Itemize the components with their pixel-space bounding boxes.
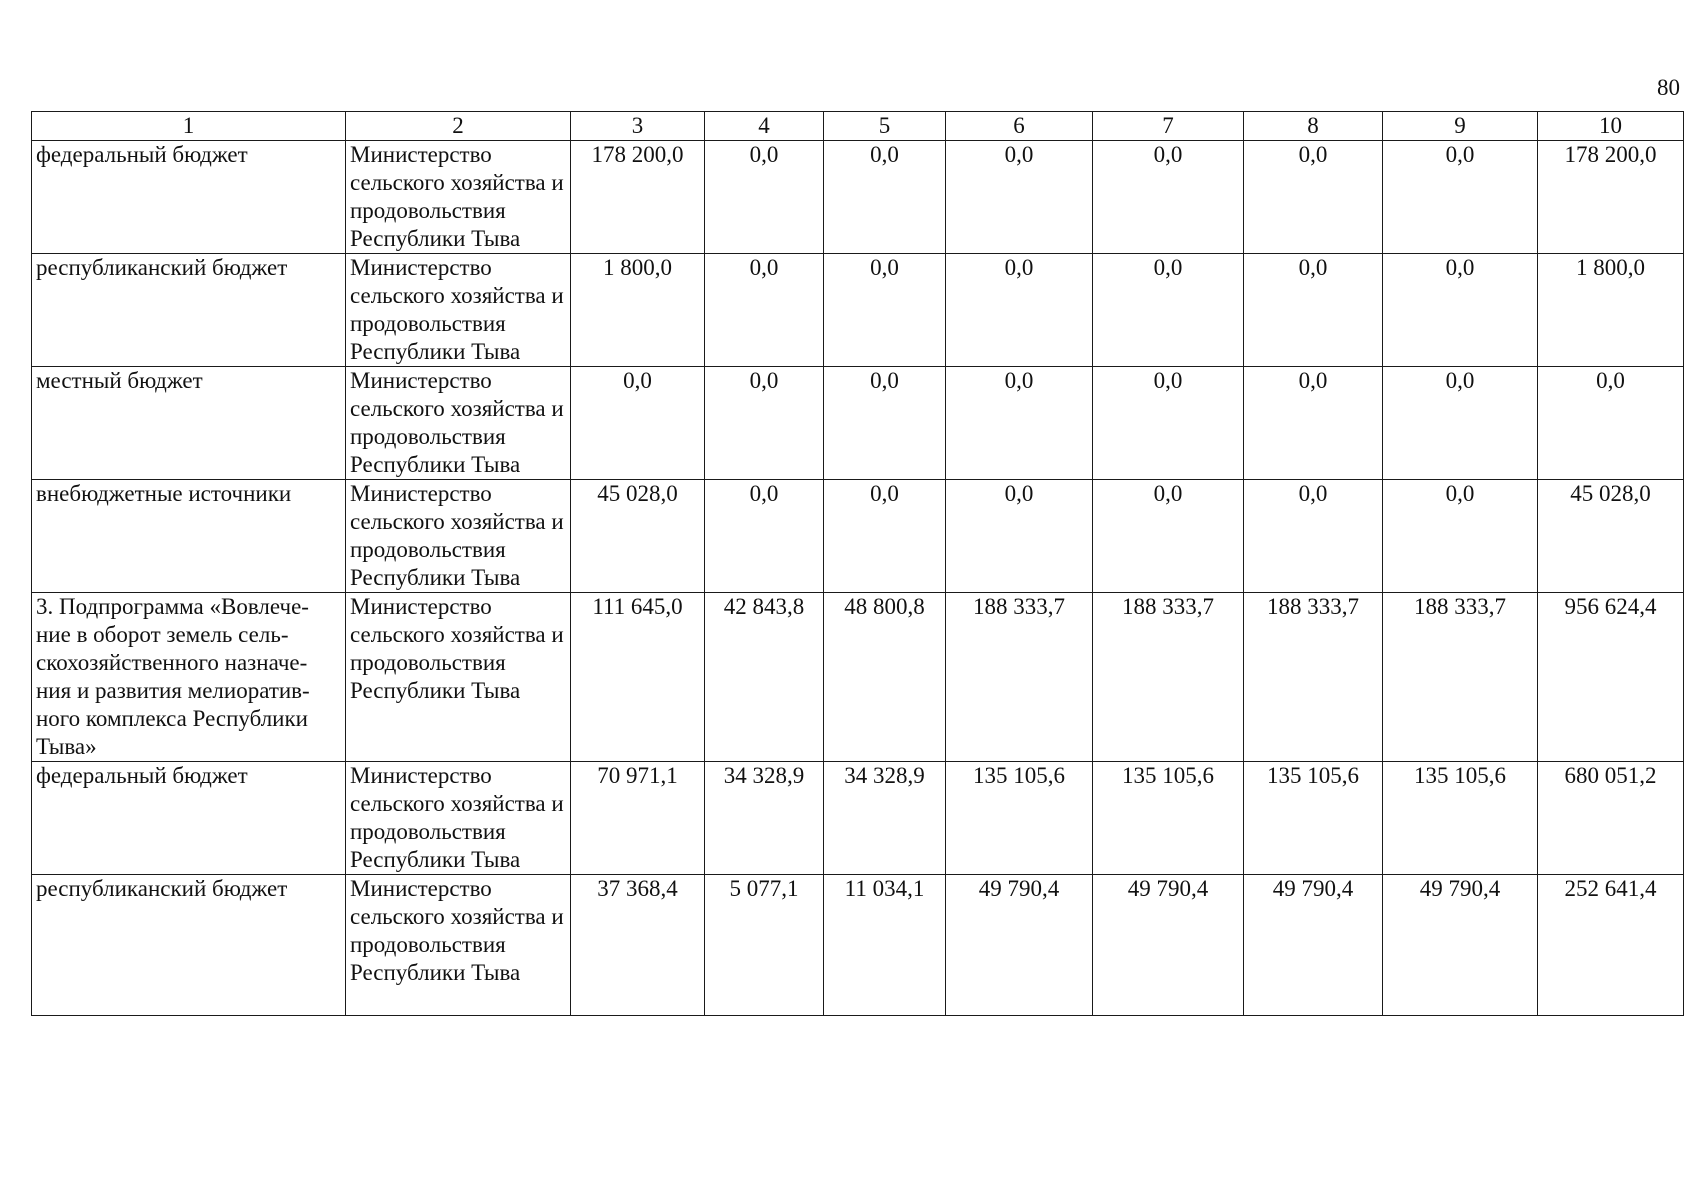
- value-cell: 135 105,6: [946, 762, 1093, 875]
- value-cell: 188 333,7: [1244, 593, 1383, 762]
- table-row: [32, 480, 1684, 593]
- value-cell: 0,0: [824, 480, 946, 593]
- table-row: [32, 254, 1684, 367]
- column-header: 4: [705, 112, 824, 141]
- value-cell: 0,0: [1383, 480, 1538, 593]
- column-header: 10: [1538, 112, 1684, 141]
- column-header: 7: [1093, 112, 1244, 141]
- value-cell: 135 105,6: [1093, 762, 1244, 875]
- funding-source-cell: федеральный бюджет: [32, 141, 346, 254]
- executor-cell: Министерство сельского хозяйства и продовольствия Республики Тыва: [346, 367, 571, 480]
- value-cell: 135 105,6: [1244, 762, 1383, 875]
- funding-source-cell: федеральный бюджет: [32, 762, 346, 875]
- value-cell: 0,0: [946, 254, 1093, 367]
- column-header: 3: [571, 112, 705, 141]
- page-number: 80: [1657, 75, 1680, 100]
- funding-source-cell: внебюджетные источники: [32, 480, 346, 593]
- total-cell: 252 641,4: [1538, 875, 1684, 1016]
- executor-cell: Министерство сельского хозяйства и продовольствия Республики Тыва: [346, 254, 571, 367]
- value-cell: 111 645,0: [571, 593, 705, 762]
- value-cell: 48 800,8: [824, 593, 946, 762]
- value-cell: 49 790,4: [1383, 875, 1538, 1016]
- value-cell: 188 333,7: [1093, 593, 1244, 762]
- value-cell: 45 028,0: [571, 480, 705, 593]
- value-cell: 42 843,8: [705, 593, 824, 762]
- value-cell: 0,0: [1383, 367, 1538, 480]
- value-cell: 0,0: [1244, 141, 1383, 254]
- value-cell: 11 034,1: [824, 875, 946, 1016]
- value-cell: 0,0: [1093, 141, 1244, 254]
- table-row: [32, 367, 1684, 480]
- value-cell: 49 790,4: [1093, 875, 1244, 1016]
- total-cell: 1 800,0: [1538, 254, 1684, 367]
- table-row: [32, 875, 1684, 1016]
- value-cell: 0,0: [824, 141, 946, 254]
- value-cell: 0,0: [1093, 254, 1244, 367]
- value-cell: 0,0: [1244, 480, 1383, 593]
- value-cell: 49 790,4: [1244, 875, 1383, 1016]
- value-cell: 0,0: [571, 367, 705, 480]
- value-cell: 34 328,9: [705, 762, 824, 875]
- value-cell: 178 200,0: [571, 141, 705, 254]
- executor-cell: Министерство сельского хозяйства и продовольствия Республики Тыва: [346, 480, 571, 593]
- total-cell: 45 028,0: [1538, 480, 1684, 593]
- value-cell: 188 333,7: [946, 593, 1093, 762]
- value-cell: 0,0: [705, 254, 824, 367]
- header-row: [32, 112, 1684, 141]
- table-row: [32, 141, 1684, 254]
- value-cell: 34 328,9: [824, 762, 946, 875]
- value-cell: 0,0: [1383, 141, 1538, 254]
- value-cell: 0,0: [1383, 254, 1538, 367]
- value-cell: 0,0: [1244, 254, 1383, 367]
- column-header: 1: [32, 112, 346, 141]
- value-cell: 0,0: [946, 480, 1093, 593]
- column-header: 5: [824, 112, 946, 141]
- value-cell: 5 077,1: [705, 875, 824, 1016]
- subprogram-title-cell: 3. Подпрограмма «Вовлече-ние в оборот земель сель-скохозяйственного назначе-ния и развития мелиоратив-ного комплекса Республики Тыва»: [32, 593, 346, 762]
- value-cell: 37 368,4: [571, 875, 705, 1016]
- executor-cell: Министерство сельского хозяйства и продовольствия Республики Тыва: [346, 593, 571, 762]
- executor-cell: Министерство сельского хозяйства и продовольствия Республики Тыва: [346, 875, 571, 1016]
- table-row: [32, 593, 1684, 762]
- column-header: 8: [1244, 112, 1383, 141]
- value-cell: 49 790,4: [946, 875, 1093, 1016]
- column-header: 6: [946, 112, 1093, 141]
- value-cell: 135 105,6: [1383, 762, 1538, 875]
- funding-source-cell: республиканский бюджет: [32, 254, 346, 367]
- executor-cell: Министерство сельского хозяйства и продовольствия Республики Тыва: [346, 141, 571, 254]
- value-cell: 0,0: [946, 367, 1093, 480]
- table-row: [32, 762, 1684, 875]
- value-cell: 0,0: [705, 480, 824, 593]
- value-cell: 70 971,1: [571, 762, 705, 875]
- value-cell: 0,0: [824, 367, 946, 480]
- budget-table: [31, 111, 1684, 1016]
- total-cell: 178 200,0: [1538, 141, 1684, 254]
- value-cell: 1 800,0: [571, 254, 705, 367]
- value-cell: 0,0: [1093, 367, 1244, 480]
- value-cell: 0,0: [705, 141, 824, 254]
- column-header: 9: [1383, 112, 1538, 141]
- funding-source-cell: местный бюджет: [32, 367, 346, 480]
- value-cell: 0,0: [946, 141, 1093, 254]
- value-cell: 0,0: [1244, 367, 1383, 480]
- total-cell: 0,0: [1538, 367, 1684, 480]
- value-cell: 188 333,7: [1383, 593, 1538, 762]
- column-header: 2: [346, 112, 571, 141]
- executor-cell: Министерство сельского хозяйства и продовольствия Республики Тыва: [346, 762, 571, 875]
- value-cell: 0,0: [824, 254, 946, 367]
- value-cell: 0,0: [705, 367, 824, 480]
- total-cell: 956 624,4: [1538, 593, 1684, 762]
- funding-source-cell: республиканский бюджет: [32, 875, 346, 1016]
- value-cell: 0,0: [1093, 480, 1244, 593]
- total-cell: 680 051,2: [1538, 762, 1684, 875]
